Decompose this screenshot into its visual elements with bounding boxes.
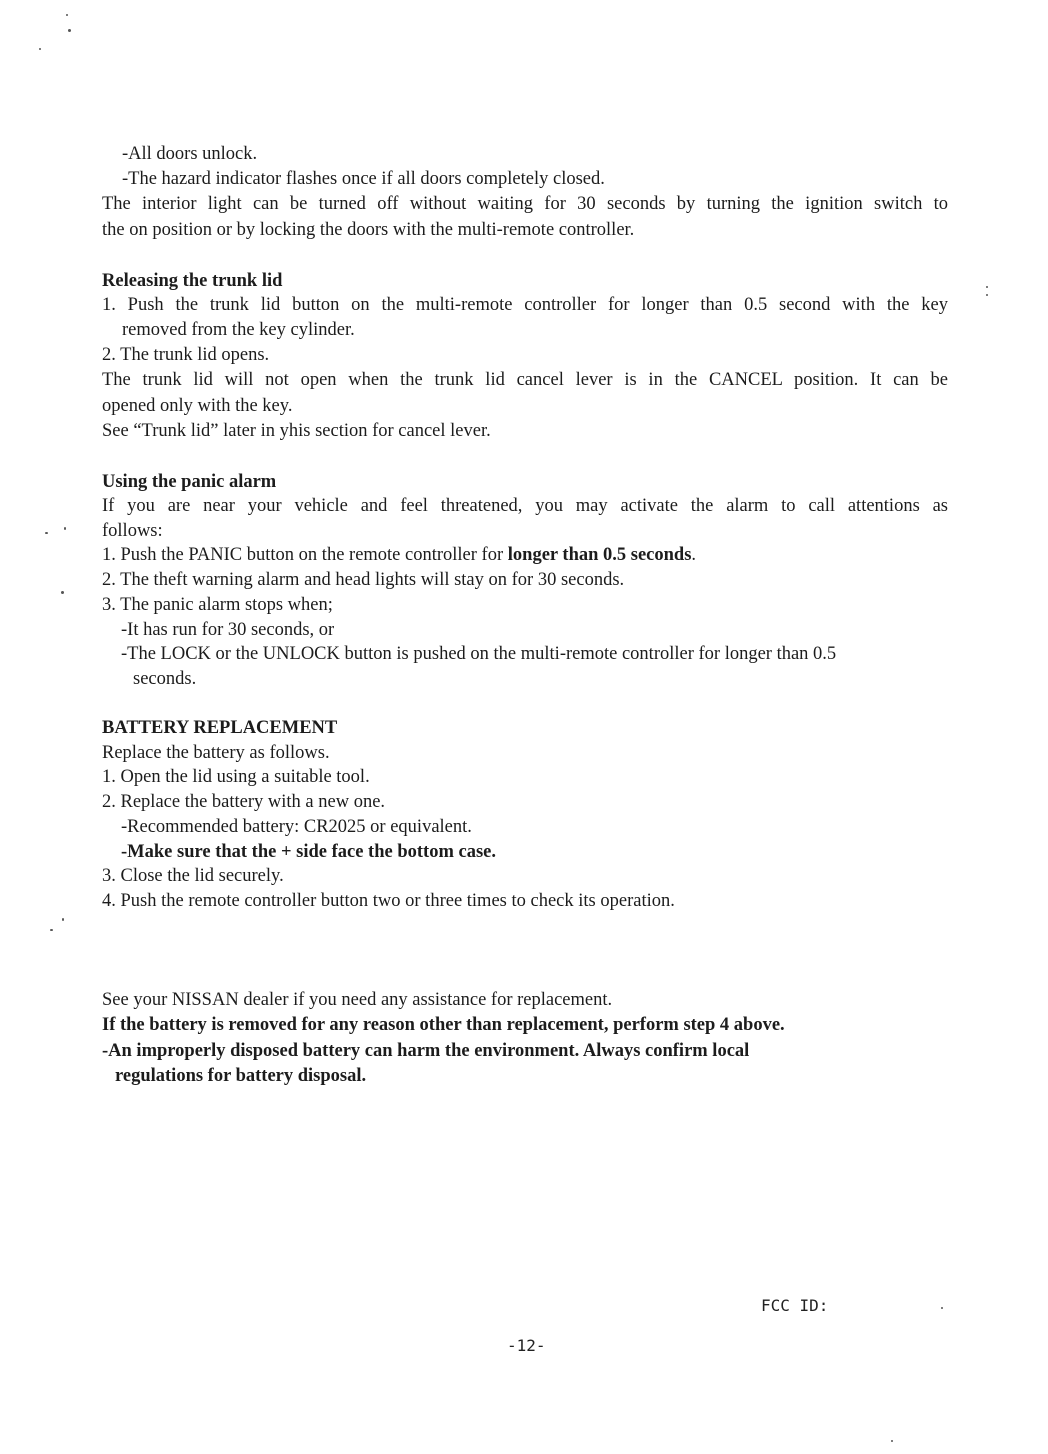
panic-paragraph: If you are near your vehicle and feel threatened, you may activate the alarm to call attentions as (102, 496, 948, 516)
battery-step-2: 2. Replace the battery with a new one. (102, 792, 386, 812)
scan-speck (941, 1307, 943, 1309)
battery-step-4: 4. Push the remote controller button two or three times to check its operation. (102, 891, 675, 911)
trunk-heading: Releasing the trunk lid (102, 271, 283, 291)
intro-line-2: -The hazard indicator flashes once if all doors completely closed. (122, 169, 605, 189)
note-disposal: -An improperly disposed battery can harm the environment. Always confirm local (102, 1041, 750, 1061)
note-removed-battery: If the battery is removed for any reason other than replacement, perform step 4 above. (102, 1015, 785, 1035)
intro-line-3: The interior light can be turned off without waiting for 30 seconds by turning the ignition switch to (102, 194, 948, 214)
battery-step-1: 1. Open the lid using a suitable tool. (102, 767, 370, 787)
scan-speck (986, 286, 988, 288)
panic-step-1-text: 1. Push the PANIC button on the remote controller for (102, 545, 508, 565)
battery-step-3: 3. Close the lid securely. (102, 866, 284, 886)
scan-speck (64, 527, 66, 530)
panic-step-3-b-cont: seconds. (133, 669, 197, 689)
trunk-paragraph-1-cont: opened only with the key. (102, 396, 293, 416)
scan-speck (61, 591, 64, 594)
scan-speck (62, 918, 64, 921)
fcc-id-label: FCC ID: (761, 1296, 829, 1315)
panic-step-1-emphasis: longer than 0.5 seconds (507, 545, 692, 565)
panic-step-3-b: -The LOCK or the UNLOCK button is pushed on the multi-remote controller for longer than 0.5 (121, 644, 837, 664)
scan-speck (891, 1440, 893, 1442)
panic-step-1-period: . (691, 545, 697, 565)
scan-speck (986, 294, 988, 296)
battery-step-2-a: -Recommended battery: CR2025 or equivalent. (121, 817, 472, 837)
note-dealer: See your NISSAN dealer if you need any assistance for replacement. (102, 990, 613, 1010)
note-disposal-cont: regulations for battery disposal. (115, 1066, 367, 1086)
trunk-paragraph-2: See “Trunk lid” later in yhis section for cancel lever. (102, 421, 491, 441)
panic-paragraph-cont: follows: (102, 521, 163, 541)
trunk-step-1-cont: removed from the key cylinder. (122, 320, 355, 340)
intro-line-1: -All doors unlock. (122, 144, 258, 164)
scan-speck (50, 929, 53, 931)
battery-intro: Replace the battery as follows. (102, 743, 330, 763)
panic-step-2: 2. The theft warning alarm and head lights will stay on for 30 seconds. (102, 570, 625, 590)
trunk-paragraph-1: The trunk lid will not open when the trunk lid cancel lever is in the CANCEL position. It can be (102, 370, 948, 390)
page-number: -12- (507, 1336, 546, 1355)
trunk-step-1: 1. Push the trunk lid button on the multi-remote controller for longer than 0.5 second with the key (102, 295, 948, 315)
scan-speck (68, 29, 71, 32)
battery-step-2-b: -Make sure that the + side face the bottom case. (121, 842, 496, 862)
panic-step-1 (102, 543, 696, 568)
scan-speck (45, 532, 48, 534)
scan-speck (39, 48, 41, 50)
scan-speck (66, 14, 68, 16)
intro-line-4: the on position or by locking the doors with the multi-remote controller. (102, 220, 635, 240)
panic-step-3: 3. The panic alarm stops when; (102, 595, 333, 615)
panic-heading: Using the panic alarm (102, 472, 277, 492)
battery-heading: BATTERY REPLACEMENT (102, 718, 338, 738)
panic-step-3-a: -It has run for 30 seconds, or (121, 620, 335, 640)
trunk-step-2: 2. The trunk lid opens. (102, 345, 270, 365)
